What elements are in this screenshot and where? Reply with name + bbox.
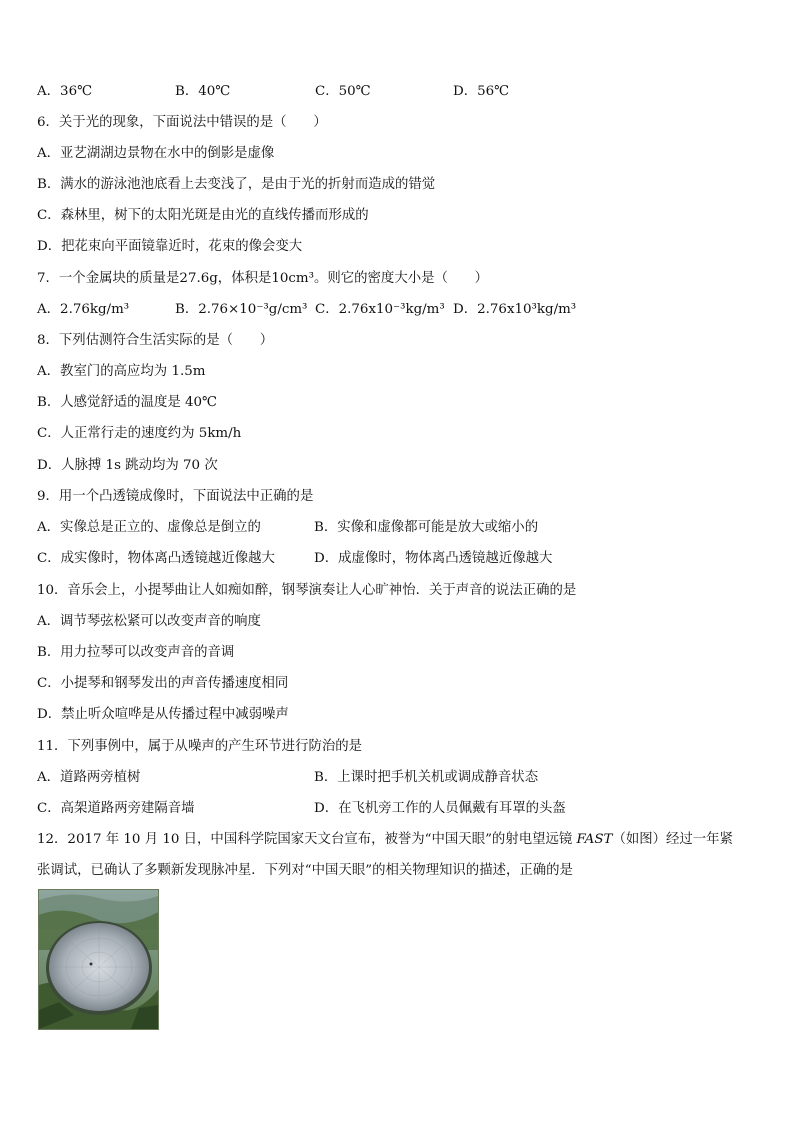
q8-option-a: A．教室门的高应均为 1.5m [37,364,206,379]
q9-option-b: B．实像和虚像都可能是放大或缩小的 [314,520,539,535]
q8-option-d: D．人脉搏 1s 跳动均为 70 次 [37,458,218,473]
q10-option-d: D．禁止听众喧哗是从传播过程中减弱噪声 [37,707,289,722]
q7-stem: 7．一个金属块的质量是27.6g，体积是10cm³。则它的密度大小是（ ） [37,271,489,286]
q6-option-d: D．把花束向平面镜靠近时，花束的像会变大 [37,239,303,254]
q11-option-c: C．高架道路两旁建隔音墙 [37,801,195,816]
q12-stem-fast: FAST [576,832,613,847]
q7-option-c: C．2.76x10⁻³kg/m³ [315,302,445,317]
q11-stem: 11．下列事例中，属于从噪声的产生环节进行防治的是 [37,739,363,754]
q12-stem-line1 [37,831,733,849]
q10-stem: 10．音乐会上，小提琴曲让人如痴如醉，钢琴演奏让人心旷神怡．关于声音的说法正确的是 [37,583,577,598]
q10-option-b: B．用力拉琴可以改变声音的音调 [37,645,235,660]
q7-option-b: B．2.76×10⁻³g/cm³ [175,302,308,317]
q11-option-b: B．上课时把手机关机或调成静音状态 [314,770,539,785]
q11-option-d: D．在飞机旁工作的人员佩戴有耳罩的头盔 [314,801,566,816]
q9-option-c: C．成实像时，物体离凸透镜越近像越大 [37,551,275,566]
fast-telescope-photo [38,889,159,1030]
q12-stem-part2: （如图）经过一年紧 [612,832,733,847]
q11-option-a: A．道路两旁植树 [37,770,141,785]
q5-option-b: B．40℃ [175,84,231,99]
q9-option-d: D．成虚像时，物体离凸透镜越近像越大 [314,551,553,566]
q12-stem-line2: 张调试，已确认了多颗新发现脉冲星．下列对“中国天眼”的相关物理知识的描述，正确的是 [37,863,573,878]
q12-stem-part1: 12．2017 年 10 月 10 日，中国科学院国家天文台宣布，被誉为“中国天眼”的射电望远镜 [37,832,577,847]
q5-option-d: D．56℃ [453,84,510,99]
q7-option-a: A．2.76kg/m³ [37,302,130,317]
q6-option-a: A．亚艺湖湖边景物在水中的倒影是虚像 [37,146,275,161]
q8-option-c: C．人正常行走的速度约为 5km/h [37,426,242,441]
q8-option-b: B．人感觉舒适的温度是 40℃ [37,395,218,410]
q7-option-d: D．2.76x10³kg/m³ [453,302,577,317]
q10-option-a: A．调节琴弦松紧可以改变声音的响度 [37,614,261,629]
q9-stem: 9．用一个凸透镜成像时，下面说法中正确的是 [37,489,314,504]
q9-option-a: A．实像总是正立的、虚像总是倒立的 [37,520,261,535]
q6-stem: 6．关于光的现象，下面说法中错误的是（ ） [37,115,327,130]
q8-stem: 8．下列估测符合生活实际的是（ ） [37,333,274,348]
q6-option-c: C．森林里，树下的太阳光斑是由光的直线传播而形成的 [37,208,369,223]
q6-option-b: B．满水的游泳池池底看上去变浅了，是由于光的折射而造成的错觉 [37,177,436,192]
q10-option-c: C．小提琴和钢琴发出的声音传播速度相同 [37,676,289,691]
q5-option-a: A．36℃ [37,84,93,99]
q5-option-c: C．50℃ [315,84,371,99]
